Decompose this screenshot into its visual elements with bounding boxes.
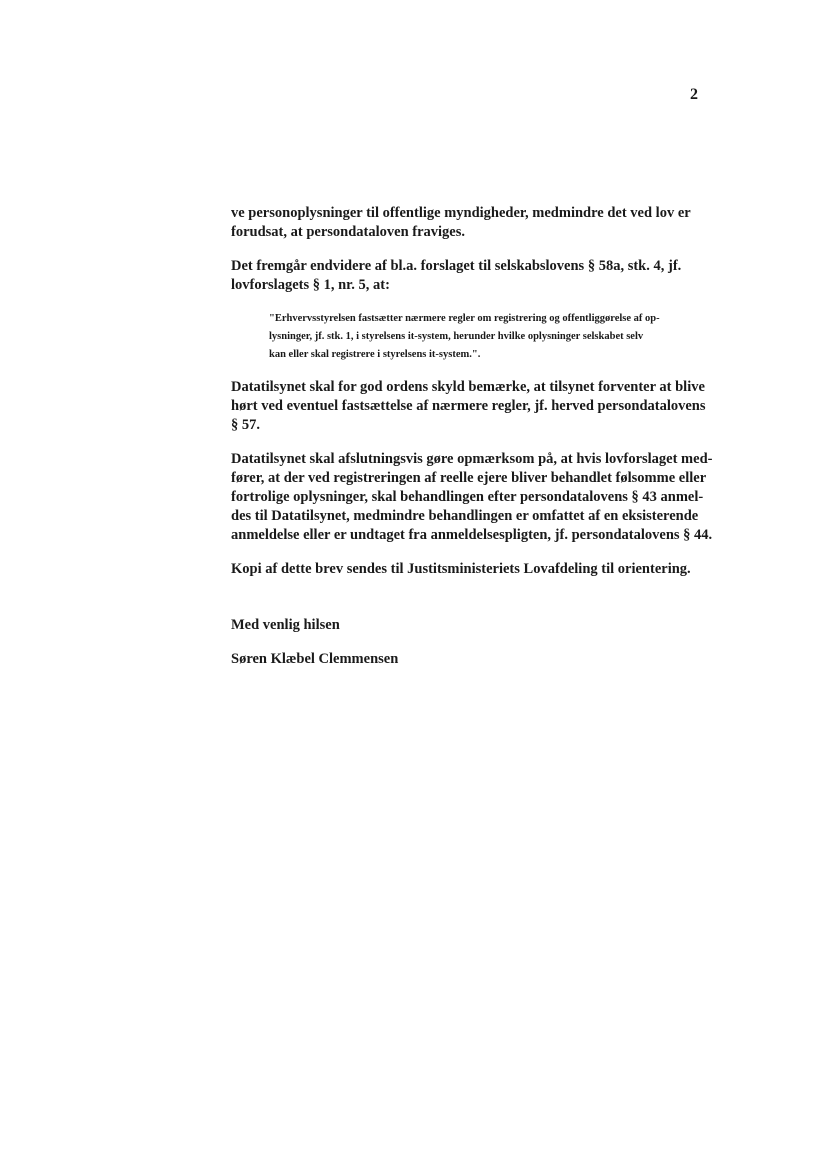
paragraph-1-line: forudsat, at persondataloven fraviges. — [231, 224, 466, 240]
paragraph-3-line: hørt ved eventuel fastsættelse af nærmere regler, jf. herved persondatalovens — [231, 398, 706, 414]
quote-line: "Erhvervsstyrelsen fastsætter nærmere regler om registrering og offentliggørelse af op- — [269, 313, 660, 324]
paragraph-4-line: des til Datatilsynet, medmindre behandlingen er omfattet af en eksisterende — [231, 508, 699, 524]
paragraph-1-line: ve personoplysninger til offentlige myndigheder, medmindre det ved lov er — [231, 205, 691, 221]
paragraph-4-line: fortrolige oplysninger, skal behandlingen efter persondatalovens § 43 anmel- — [231, 489, 704, 505]
quote-line: kan eller skal registrere i styrelsens it-system.". — [269, 349, 481, 360]
paragraph-2-line: Det fremgår endvidere af bl.a. forslaget til selskabslovens § 58a, stk. 4, jf. — [231, 258, 682, 274]
paragraph-4 — [231, 450, 711, 545]
paragraph-4-line: anmeldelse eller er undtaget fra anmeldelsespligten, jf. persondatalovens § 44. — [231, 527, 713, 543]
paragraph-5 — [231, 560, 711, 579]
letter-body — [231, 204, 711, 684]
paragraph-4-line: fører, at der ved registreringen af reelle ejere bliver behandlet følsomme eller — [231, 470, 707, 486]
page-number: 2 — [690, 86, 698, 103]
paragraph-5-line: Kopi af dette brev sendes til Justitsministeriets Lovafdeling til orientering. — [231, 561, 691, 577]
paragraph-4-line: Datatilsynet skal afslutningsvis gøre opmærksom på, at hvis lovforslaget med- — [231, 451, 713, 467]
block-quote — [269, 310, 711, 364]
paragraph-2-line: lovforslagets § 1, nr. 5, at: — [231, 277, 390, 293]
paragraph-3 — [231, 378, 711, 435]
paragraph-3-line: § 57. — [231, 417, 260, 433]
paragraph-1 — [231, 204, 711, 242]
paragraph-2 — [231, 257, 711, 295]
paragraph-3-line: Datatilsynet skal for god ordens skyld bemærke, at tilsynet forventer at blive — [231, 379, 705, 395]
closing-salutation: Med venlig hilsen — [231, 617, 340, 633]
quote-line: lysninger, jf. stk. 1, i styrelsens it-system, herunder hvilke oplysninger selskabet selv — [269, 331, 644, 342]
signature-name: Søren Klæbel Clemmensen — [231, 651, 399, 667]
